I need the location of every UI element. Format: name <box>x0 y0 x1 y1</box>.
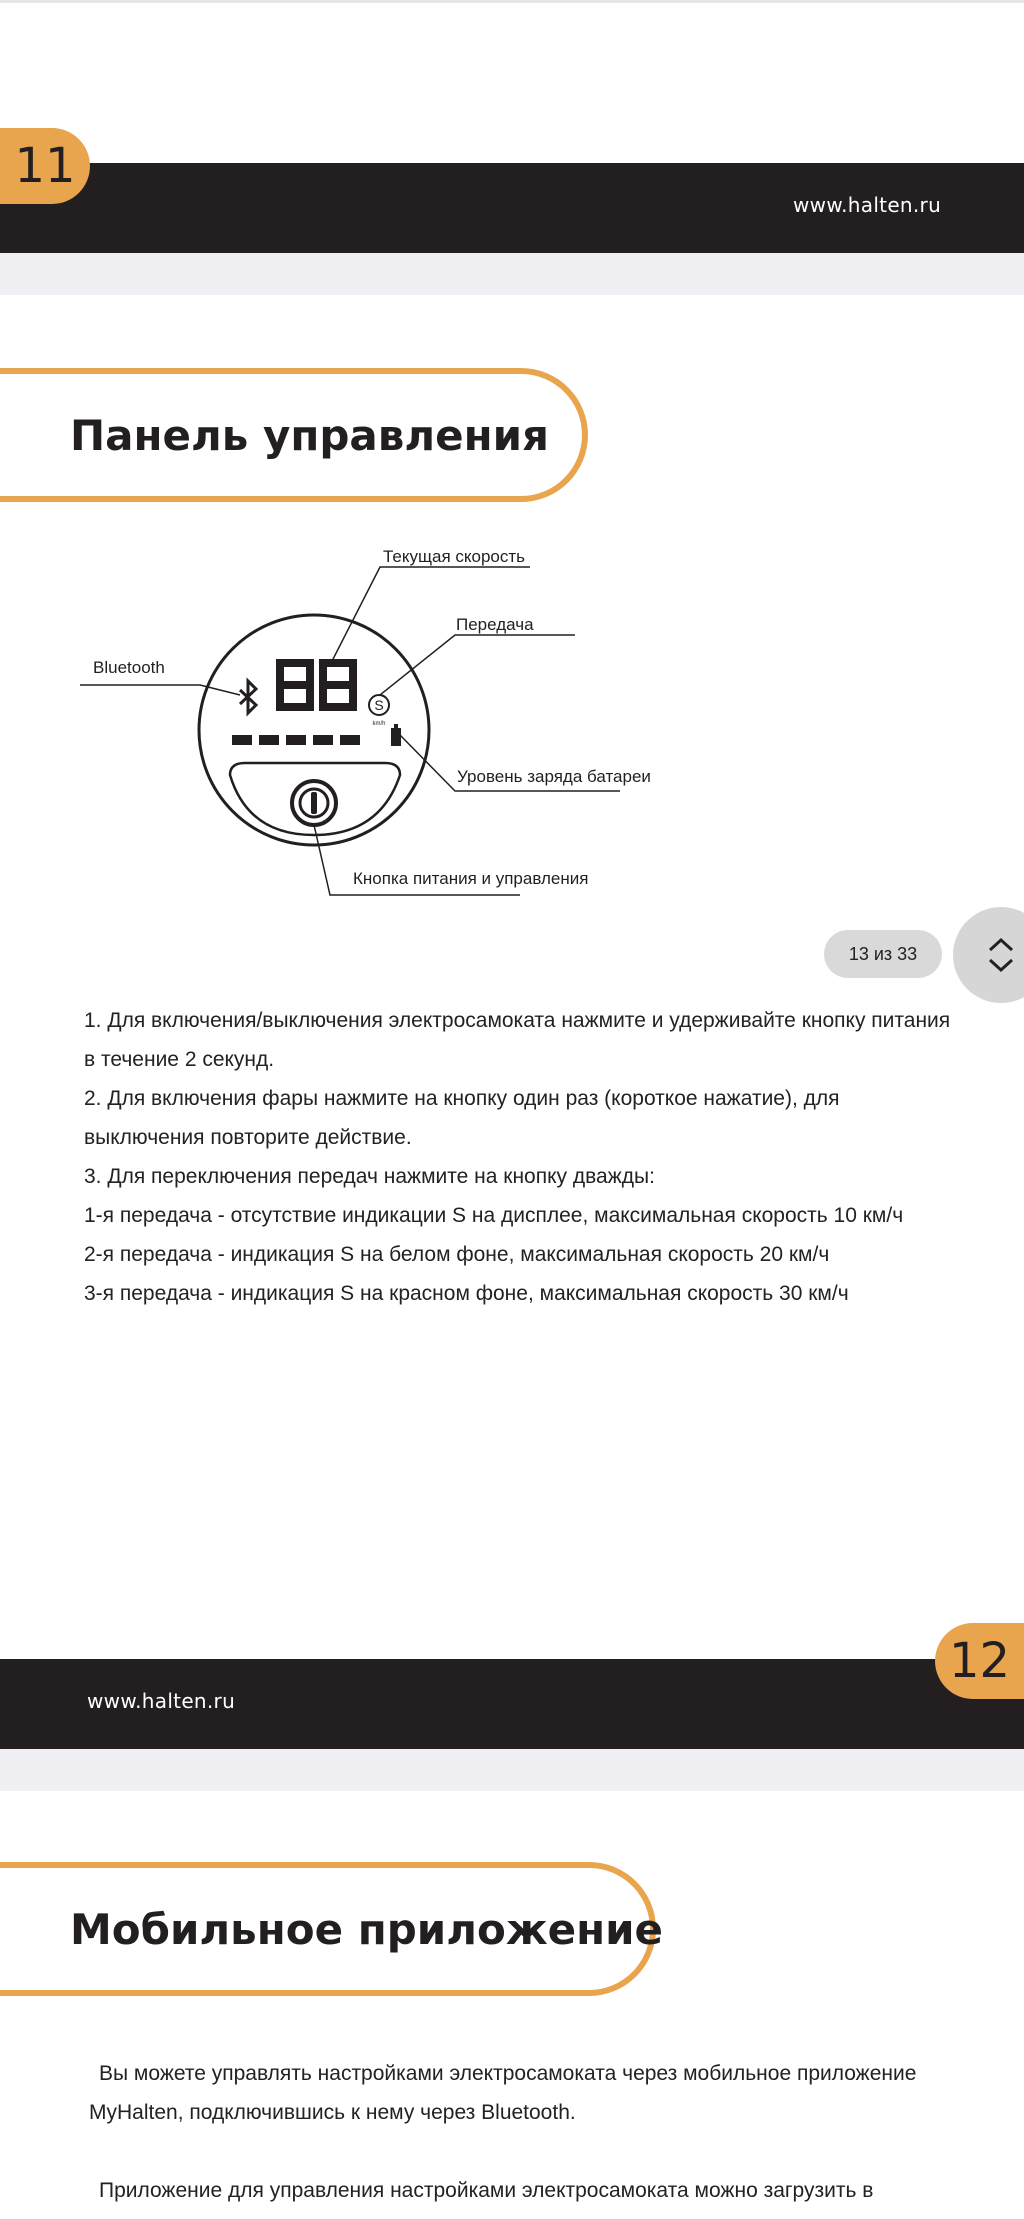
section-title: Панель управления <box>70 410 549 460</box>
section-title-box <box>0 1862 664 1996</box>
page-number-12: 12 <box>935 1623 1024 1699</box>
label-bluetooth: Bluetooth <box>93 658 165 677</box>
paragraph: Приложение для управления настройками электросамоката можно загрузить в <box>99 2179 874 2202</box>
label-battery: Уровень заряда батареи <box>457 767 651 786</box>
instruction-line: 3. Для переключения передач нажмите на кнопку дважды: <box>84 1165 655 1188</box>
control-panel-diagram <box>80 535 680 905</box>
instruction-line: 3-я передача - индикация S на красном фоне, максимальная скорость 30 км/ч <box>84 1282 849 1305</box>
page-counter: 13 из 33 <box>824 930 942 978</box>
section-title-box <box>0 368 588 502</box>
battery-bars <box>232 735 360 745</box>
instruction-line: 1-я передача - отсутствие индикации S на дисплее, максимальная скорость 10 км/ч <box>84 1204 904 1227</box>
header-url: www.halten.ru <box>87 1689 236 1713</box>
gear-letter: S <box>374 697 384 713</box>
page-header-band <box>0 1659 1024 1749</box>
page-gap <box>0 1749 1024 1791</box>
label-power-button: Кнопка питания и управления <box>353 869 589 888</box>
instruction-line: 2. Для включения фары нажмите на кнопку один раз (короткое нажатие), для выключения повторите действие. <box>84 1087 840 1149</box>
page-header-band <box>0 163 1024 253</box>
instruction-line: 2-я передача - индикация S на белом фоне, максимальная скорость 20 км/ч <box>84 1243 830 1266</box>
scroll-button[interactable] <box>953 907 1024 1003</box>
power-button-icon <box>292 781 336 825</box>
header-url: www.halten.ru <box>793 193 942 217</box>
instruction-line: 1. Для включения/выключения электросамоката нажмите и удерживайте кнопку питания в течение 2 секунд. <box>84 1009 951 1071</box>
chevron-up-down-icon <box>986 935 1016 975</box>
paragraph: Вы можете управлять настройками электросамоката через мобильное приложение MyHalten, подключившись к нему через Bluetooth. <box>89 2062 917 2124</box>
unit-label: km/h <box>372 721 386 727</box>
label-current-speed: Текущая скорость <box>383 547 526 566</box>
top-divider <box>0 0 1024 3</box>
label-gear: Передача <box>456 615 534 634</box>
section-title: Мобильное приложение <box>70 1904 664 1954</box>
page-number-11: 11 <box>0 128 90 204</box>
page-gap <box>0 253 1024 295</box>
instructions-text <box>84 1001 964 1313</box>
app-description <box>89 2054 949 2210</box>
